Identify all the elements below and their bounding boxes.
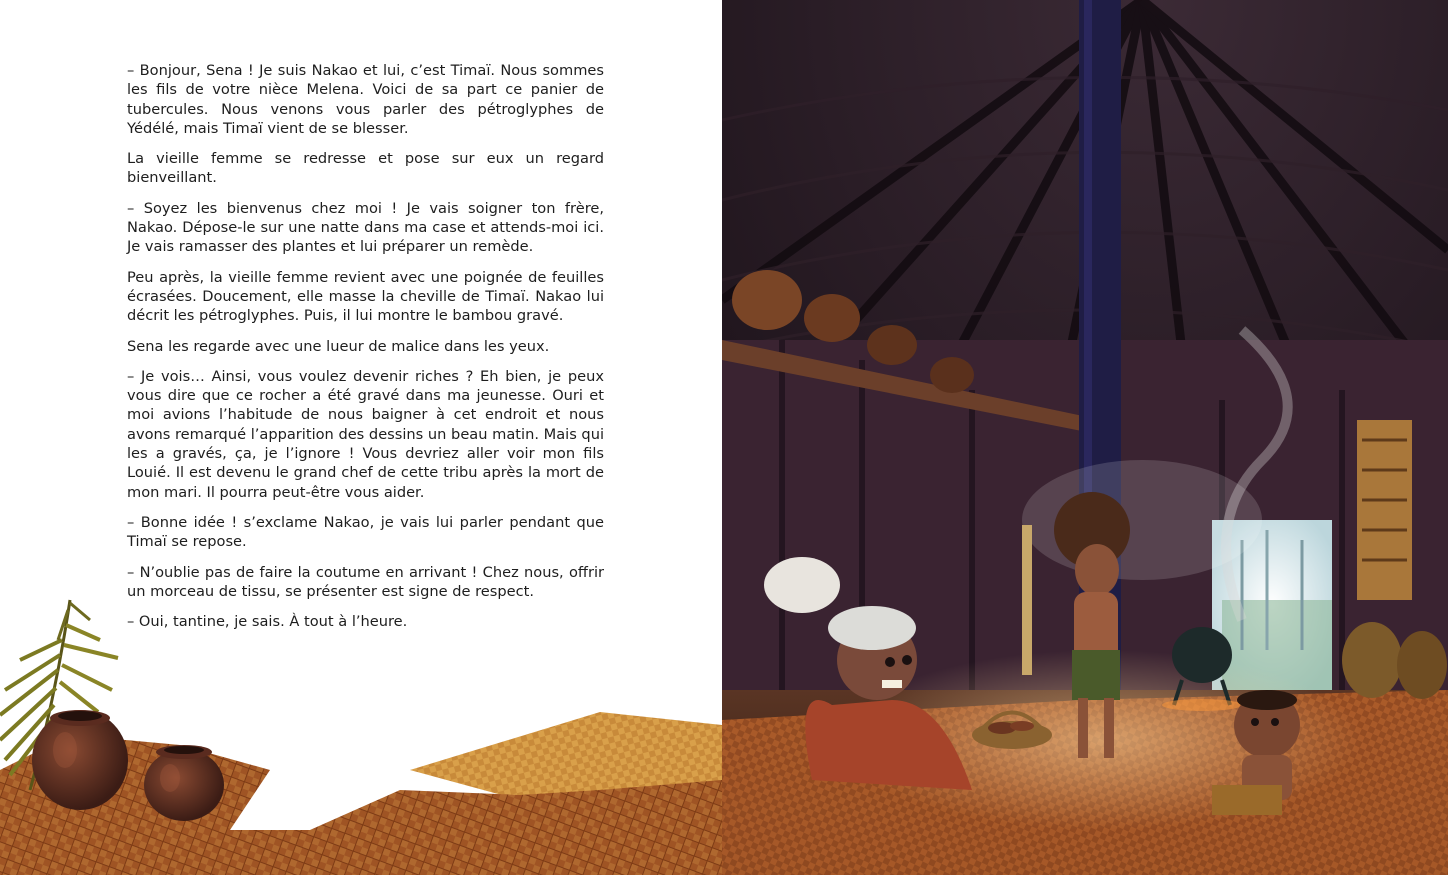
story-text [127, 61, 604, 642]
illustration-page [722, 0, 1448, 875]
paragraph: – Bonne idée ! s’exclame Nakao, je vais lui parler pendant que Timaï se repose. [127, 513, 604, 551]
clay-pot-icon [32, 710, 128, 810]
paragraph: Peu après, la vieille femme revient avec une poignée de feuilles écrasées. Doucement, elle masse la cheville de Timaï. Nakao lui décrit les pétroglyphes. Puis, il lui montre le bambou gravé. [127, 268, 604, 325]
paragraph: – Je vois… Ainsi, vous voulez devenir riches ? Eh bien, je peux vous dire que ce rocher a été gravé dans ma jeunesse. Ouri et moi avions l’habitude de nous baigner à cet endroit et nous avons remarqué l’apparition des dessins un beau matin. Mais qui les a gravés, ça, je l’ignore ! Vous devriez aller voir mon fils Louié. Il est devenu le grand chef de cette tribu après la mort de mon mari. Il pourra peut-être vous aider. [127, 367, 604, 501]
paragraph: – Soyez les bienvenus chez moi ! Je vais soigner ton frère, Nakao. Dépose-le sur une natte dans ma case et attends-moi ici. Je vais ramasser des plantes et lui préparer un remède. [127, 199, 604, 256]
paragraph: – Oui, tantine, je sais. À tout à l’heure. [127, 613, 408, 631]
paragraph: La vieille femme se redresse et pose sur eux un regard bienveillant. [127, 150, 604, 187]
paragraph: – N’oublie pas de faire la coutume en arrivant ! Chez nous, offrir un morceau de tissu, se présenter est signe de respect. [127, 563, 604, 600]
paragraph: – Bonjour, Sena ! Je suis Nakao et lui, c’est Timaï. Nous sommes les fils de votre nièce Melena. Voici de sa part ce panier de tubercules. Nous venons vous parler des pétroglyphes de Yédélé, mais Timaï vient de se blesser. [127, 62, 604, 137]
hut-interior-illustration [722, 0, 1448, 875]
tapa-cloth [1357, 420, 1412, 600]
left-page [0, 0, 722, 875]
paragraph: Sena les regarde avec une lueur de malice dans les yeux. [127, 337, 550, 355]
